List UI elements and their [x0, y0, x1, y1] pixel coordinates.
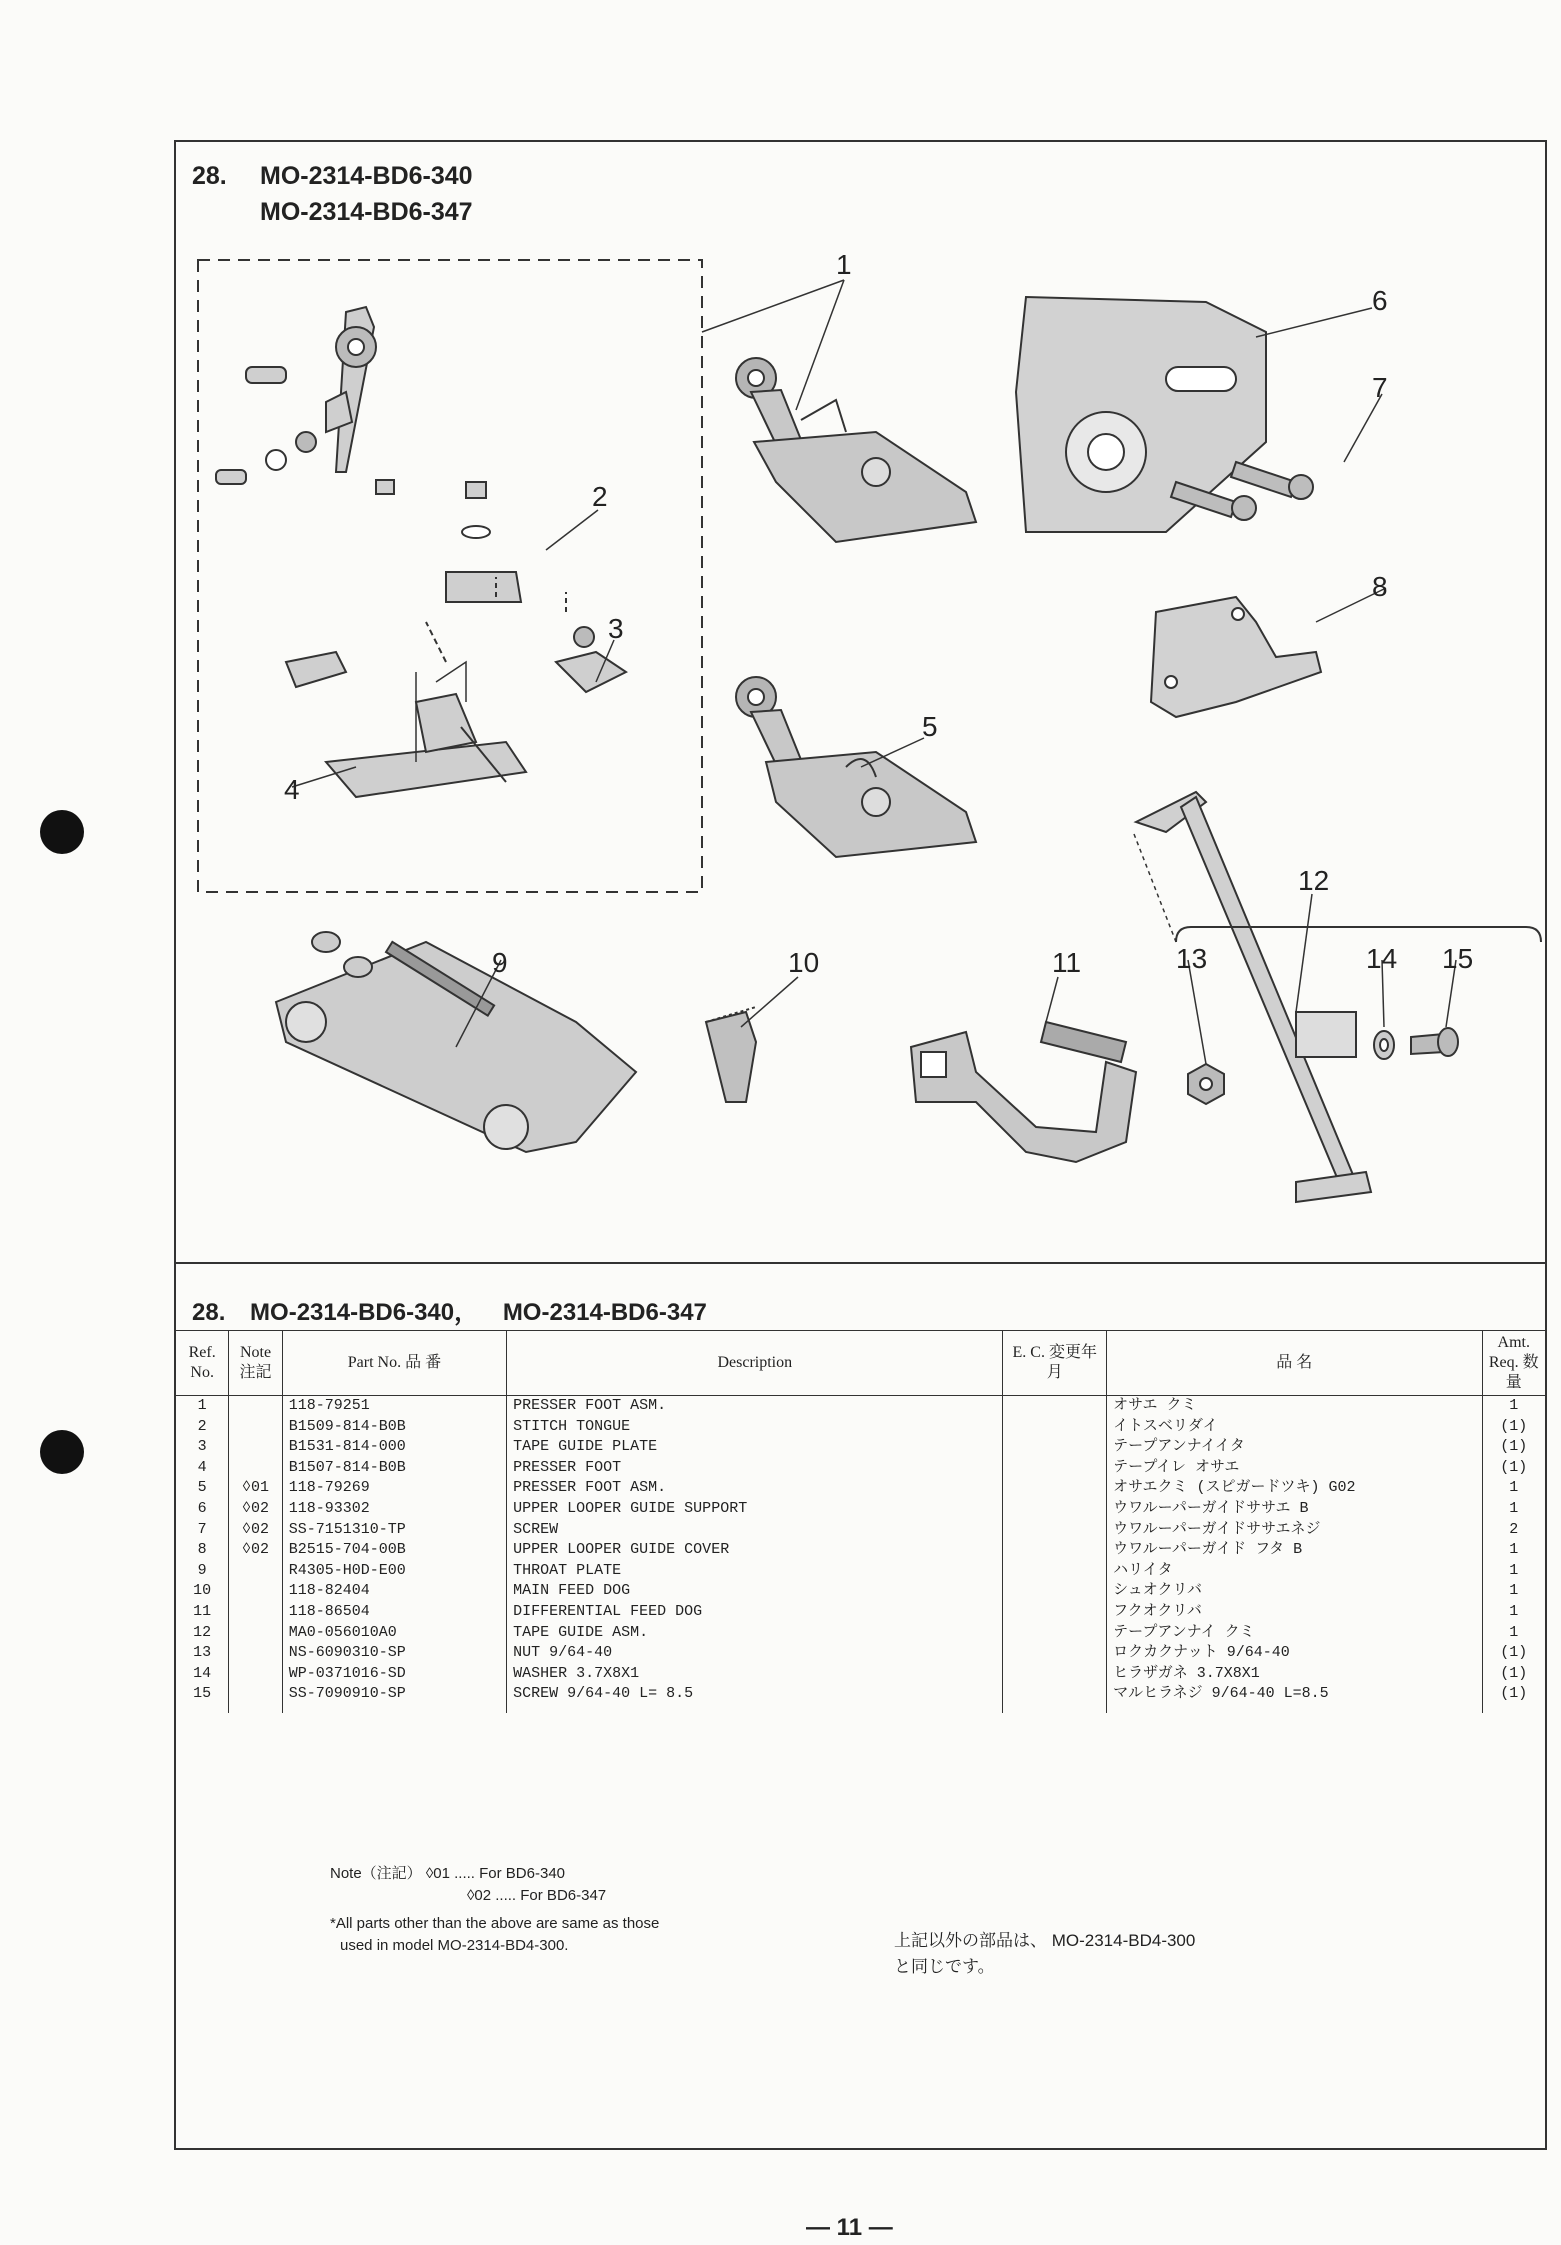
- cell-ref: 13: [176, 1643, 229, 1664]
- cell-ref: 9: [176, 1561, 229, 1582]
- cell-amt: (1): [1500, 1458, 1528, 1476]
- cell-part: 118-82404: [282, 1581, 506, 1602]
- table-title-model-a: MO-2314-BD6-340，: [250, 1299, 479, 1326]
- callout-4: 4: [284, 774, 300, 805]
- cell-ec: [1003, 1458, 1107, 1479]
- cell-jp: ウワルーパーガイドササエネジ: [1107, 1520, 1482, 1541]
- cell-amt: (1): [1500, 1438, 1528, 1456]
- notes-block: [330, 1863, 659, 1957]
- header-amt: Amt. Req. 数量: [1482, 1331, 1545, 1396]
- cell-amt: (1): [1500, 1644, 1528, 1662]
- note-jp-line-1: 上記以外の部品は、 MO-2314-BD4-300: [894, 1931, 1196, 1950]
- table-title-model-b: MO-2314-BD6-347: [502, 1299, 707, 1326]
- cell-jp: テープイレ オサエ: [1107, 1458, 1482, 1479]
- spacer-cell: [1107, 1705, 1482, 1713]
- callout-7: 7: [1372, 372, 1388, 403]
- callout-11: 11: [1052, 947, 1082, 978]
- cell-part: 118-79251: [282, 1396, 506, 1417]
- tape-guide-asm: [1136, 792, 1371, 1202]
- cell-ec: [1003, 1437, 1107, 1458]
- cell-ec: [1003, 1643, 1107, 1664]
- note-line-1: ◊01 ..... For BD6-340: [425, 1865, 565, 1882]
- header-part: Part No. 品 番: [282, 1331, 506, 1396]
- cell-ref: 10: [176, 1581, 229, 1602]
- note-line-4: used in model MO-2314-BD4-300.: [340, 1937, 569, 1954]
- cell-note: ◊02: [229, 1499, 282, 1520]
- cell-part: MA0-056010A0: [282, 1623, 506, 1644]
- cell-ref: 11: [176, 1602, 229, 1623]
- table-title-number: 28.: [192, 1299, 226, 1326]
- screw-15: [1411, 1028, 1458, 1056]
- cell-jp: ロクカクナット 9/64-40: [1107, 1643, 1482, 1664]
- cell-ref: 5: [176, 1478, 229, 1499]
- note-label: Note（注記）: [330, 1865, 422, 1882]
- table-row: [176, 1561, 1545, 1582]
- cell-ec: [1003, 1396, 1107, 1417]
- callout-13: 13: [1176, 943, 1208, 974]
- cell-part: SS-7151310-TP: [282, 1520, 506, 1541]
- presser-foot-asm-1: [736, 358, 976, 542]
- cell-note: [229, 1664, 282, 1685]
- cell-note: [229, 1437, 282, 1458]
- cell-part: NS-6090310-SP: [282, 1643, 506, 1664]
- cell-desc: PRESSER FOOT ASM.: [507, 1478, 1003, 1499]
- cell-desc: DIFFERENTIAL FEED DOG: [507, 1602, 1003, 1623]
- cell-ec: [1003, 1664, 1107, 1685]
- cell-desc: UPPER LOOPER GUIDE COVER: [507, 1540, 1003, 1561]
- cell-desc: NUT 9/64-40: [507, 1643, 1003, 1664]
- cell-ref: 15: [176, 1684, 229, 1705]
- header-desc: Description: [507, 1331, 1003, 1396]
- cell-amt: (1): [1500, 1417, 1528, 1435]
- upper-looper-guide-cover: [1151, 597, 1321, 717]
- cell-ec: [1003, 1623, 1107, 1644]
- cell-amt: (1): [1500, 1685, 1528, 1703]
- callout-9: 9: [492, 947, 508, 978]
- callout-8: 8: [1372, 571, 1388, 602]
- cell-desc: UPPER LOOPER GUIDE SUPPORT: [507, 1499, 1003, 1520]
- cell-amt: 1: [1509, 1623, 1519, 1641]
- table-row: [176, 1478, 1545, 1499]
- table-bottom-spacer: [176, 1705, 1545, 1713]
- parts-table: [176, 1330, 1545, 1713]
- cell-jp: ハリイタ: [1107, 1561, 1482, 1582]
- callout-5: 5: [922, 711, 938, 742]
- cell-jp: ウワルーパーガイドササエ B: [1107, 1499, 1482, 1520]
- cell-desc: MAIN FEED DOG: [507, 1581, 1003, 1602]
- cell-ec: [1003, 1684, 1107, 1705]
- nut-13: [1188, 1064, 1224, 1104]
- cell-ref: 6: [176, 1499, 229, 1520]
- cell-note: ◊01: [229, 1478, 282, 1499]
- cell-ec: [1003, 1561, 1107, 1582]
- presser-foot-exploded: [216, 307, 626, 797]
- cell-desc: SCREW: [507, 1520, 1003, 1541]
- cell-amt: (1): [1500, 1664, 1528, 1682]
- cell-desc: PRESSER FOOT ASM.: [507, 1396, 1003, 1417]
- header-note: Note 注記: [229, 1331, 282, 1396]
- figure-number: 28.: [192, 162, 227, 190]
- cell-amt: 2: [1509, 1520, 1519, 1538]
- page-number: — 11 —: [806, 2214, 893, 2241]
- binder-hole-bottom: [40, 1430, 84, 1474]
- table-row: [176, 1623, 1545, 1644]
- spacer-cell: [282, 1705, 506, 1713]
- cell-ref: 3: [176, 1437, 229, 1458]
- figure-model-a: MO-2314-BD6-340: [260, 162, 473, 190]
- cell-part: 118-93302: [282, 1499, 506, 1520]
- cell-ec: [1003, 1520, 1107, 1541]
- cell-part: B1507-814-B0B: [282, 1458, 506, 1479]
- cell-note: [229, 1417, 282, 1438]
- cell-desc: STITCH TONGUE: [507, 1417, 1003, 1438]
- table-row: [176, 1458, 1545, 1479]
- cell-jp: フクオクリバ: [1107, 1602, 1482, 1623]
- cell-jp: ヒラザガネ 3.7X8X1: [1107, 1664, 1482, 1685]
- cell-amt: 1: [1509, 1499, 1519, 1517]
- table-row: [176, 1664, 1545, 1685]
- cell-amt: 1: [1509, 1602, 1519, 1620]
- cell-ref: 8: [176, 1540, 229, 1561]
- cell-desc: TAPE GUIDE ASM.: [507, 1623, 1003, 1644]
- spacer-cell: [176, 1705, 229, 1713]
- note-jp-line-2: と同じです。: [894, 1957, 995, 1976]
- cell-ref: 2: [176, 1417, 229, 1438]
- cell-jp: オサエ クミ: [1107, 1396, 1482, 1417]
- cell-note: [229, 1458, 282, 1479]
- table-row: [176, 1520, 1545, 1541]
- callout-3: 3: [608, 613, 624, 644]
- cell-note: [229, 1602, 282, 1623]
- cell-note: [229, 1581, 282, 1602]
- callout-12: 12: [1298, 865, 1330, 896]
- table-row: [176, 1396, 1545, 1417]
- cell-jp: テープアンナイ クミ: [1107, 1623, 1482, 1644]
- spacer-cell: [229, 1705, 282, 1713]
- table-row: [176, 1581, 1545, 1602]
- cell-ec: [1003, 1581, 1107, 1602]
- figure-model-b: MO-2314-BD6-347: [260, 198, 473, 226]
- table-row: [176, 1437, 1545, 1458]
- cell-jp: ウワルーパーガイド フタ B: [1107, 1540, 1482, 1561]
- cell-jp: イトスベリダイ: [1107, 1417, 1482, 1438]
- cell-desc: WASHER 3.7X8X1: [507, 1664, 1003, 1685]
- table-row: [176, 1643, 1545, 1664]
- callout-10: 10: [788, 947, 820, 978]
- table-header-row: [176, 1331, 1545, 1396]
- washer-14: [1374, 1031, 1394, 1059]
- throat-plate: [276, 932, 636, 1152]
- cell-ref: 7: [176, 1520, 229, 1541]
- cell-amt: 1: [1509, 1561, 1519, 1579]
- differential-feed-dog: [911, 1022, 1136, 1162]
- cell-part: 118-79269: [282, 1478, 506, 1499]
- cell-ec: [1003, 1478, 1107, 1499]
- cell-jp: テープアンナイイタ: [1107, 1437, 1482, 1458]
- note-line-2: ◊02 ..... For BD6-347: [467, 1887, 607, 1904]
- group-bracket: [1176, 927, 1541, 942]
- cell-ref: 12: [176, 1623, 229, 1644]
- cell-jp: オサエクミ (スピガードツキ) G02: [1107, 1478, 1482, 1499]
- table-row: [176, 1602, 1545, 1623]
- cell-note: [229, 1684, 282, 1705]
- cell-note: ◊02: [229, 1540, 282, 1561]
- cell-part: 118-86504: [282, 1602, 506, 1623]
- table-row: [176, 1684, 1545, 1705]
- notes-japanese: [894, 1928, 1195, 1980]
- callout-14: 14: [1366, 943, 1398, 974]
- cell-amt: 1: [1509, 1397, 1519, 1414]
- cell-note: [229, 1623, 282, 1644]
- callout-15: 15: [1442, 943, 1474, 974]
- cell-desc: TAPE GUIDE PLATE: [507, 1437, 1003, 1458]
- header-jp: 品 名: [1107, 1331, 1482, 1396]
- cell-part: WP-0371016-SD: [282, 1664, 506, 1685]
- cell-note: ◊02: [229, 1520, 282, 1541]
- cell-amt: 1: [1509, 1541, 1519, 1559]
- cell-desc: SCREW 9/64-40 L= 8.5: [507, 1684, 1003, 1705]
- cell-part: B1509-814-B0B: [282, 1417, 506, 1438]
- spacer-cell: [507, 1705, 1003, 1713]
- table-row: [176, 1540, 1545, 1561]
- cell-ec: [1003, 1540, 1107, 1561]
- cell-ref: 1: [176, 1396, 229, 1417]
- cell-jp: マルヒラネジ 9/64-40 L=8.5: [1107, 1684, 1482, 1705]
- table-row: [176, 1417, 1545, 1438]
- header-ref: Ref. No.: [176, 1331, 229, 1396]
- cell-part: B1531-814-000: [282, 1437, 506, 1458]
- cell-ref: 4: [176, 1458, 229, 1479]
- table-row: [176, 1499, 1545, 1520]
- spacer-cell: [1003, 1705, 1107, 1713]
- table-title: [192, 1292, 725, 1327]
- cell-part: SS-7090910-SP: [282, 1684, 506, 1705]
- exploded-parts-diagram: [176, 142, 1545, 1262]
- binder-hole-top: [40, 810, 84, 854]
- cell-jp: シュオクリバ: [1107, 1581, 1482, 1602]
- cell-amt: 1: [1509, 1582, 1519, 1600]
- note-line-3: *All parts other than the above are same as those: [330, 1915, 660, 1932]
- cell-note: [229, 1396, 282, 1417]
- upper-looper-guide-support: [1016, 297, 1266, 532]
- callout-2: 2: [592, 481, 608, 512]
- cell-part: R4305-H0D-E00: [282, 1561, 506, 1582]
- cell-ec: [1003, 1602, 1107, 1623]
- cell-desc: THROAT PLATE: [507, 1561, 1003, 1582]
- cell-note: [229, 1561, 282, 1582]
- cell-ref: 14: [176, 1664, 229, 1685]
- figure-divider: [176, 1262, 1545, 1264]
- callout-1: 1: [836, 249, 852, 280]
- cell-ec: [1003, 1417, 1107, 1438]
- cell-amt: 1: [1509, 1479, 1519, 1497]
- cell-note: [229, 1643, 282, 1664]
- presser-foot-asm-5: [736, 677, 976, 857]
- header-ec: E. C. 変更年月: [1003, 1331, 1107, 1396]
- cell-ec: [1003, 1499, 1107, 1520]
- spacer-cell: [1482, 1705, 1545, 1713]
- callout-6: 6: [1372, 285, 1388, 316]
- cell-part: B2515-704-00B: [282, 1540, 506, 1561]
- cell-desc: PRESSER FOOT: [507, 1458, 1003, 1479]
